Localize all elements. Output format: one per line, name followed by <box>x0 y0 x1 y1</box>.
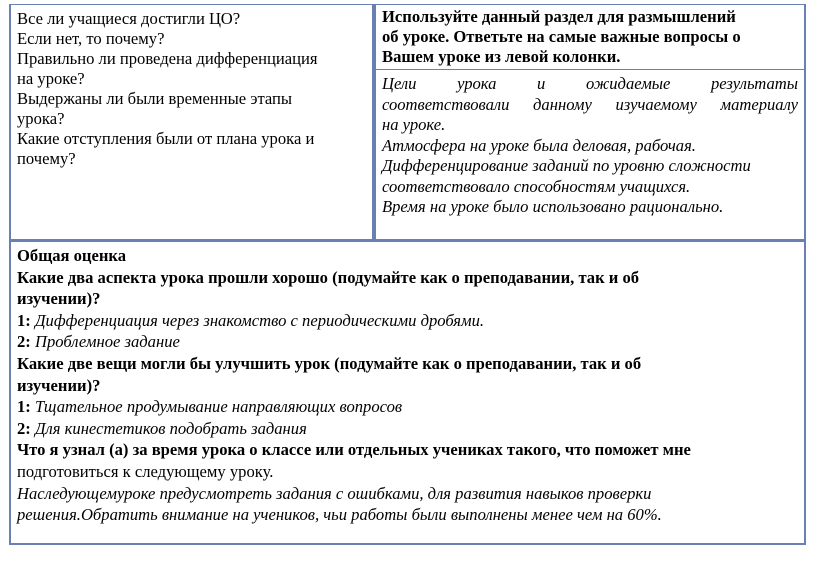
answer-1-1 <box>17 310 799 332</box>
right-header-divider <box>374 69 804 70</box>
answer-text: Дифференциация через знакомство с периодическими дробями. <box>34 310 485 330</box>
answer-3-line: Наследующемуроке предусмотреть задания с ошибками, для развития навыков проверки <box>17 483 652 503</box>
right-header <box>382 7 798 67</box>
answer-1-2 <box>17 331 799 353</box>
question-1-line: Какие два аспекта урока прошли хорошо (подумайте как о преподавании, так и об <box>17 267 640 287</box>
question-line: Если нет, то почему? <box>17 29 165 48</box>
answer-line: соответствовали данному изучаемому материалу <box>382 94 798 114</box>
row-divider <box>9 239 806 242</box>
question-3-bold: Что я узнал (а) за время урока о классе или отдельных учениках такого, что поможет мне <box>17 440 691 460</box>
header-line: Используйте данный раздел для размышлений <box>382 7 736 26</box>
question-line: на уроке? <box>17 69 85 88</box>
answer-text: Тщательное продумывание направляющих вопросов <box>34 397 403 417</box>
answer-number: 2: <box>17 418 31 438</box>
question-line: почему? <box>17 149 76 168</box>
answer-text: Для кинестетиков подобрать задания <box>34 418 307 438</box>
question-3-normal: подготовиться к следующему уроку. <box>17 461 274 481</box>
answer-text: Проблемное задание <box>34 332 180 352</box>
answer-line: Дифференцирование заданий по уровню сложности <box>382 156 751 175</box>
question-line: урока? <box>17 109 65 128</box>
summary-section <box>17 245 799 526</box>
reflection-table <box>9 4 806 544</box>
question-2-line: Какие две вещи могли бы улучшить урок (подумайте как о преподавании, так и об <box>17 353 642 373</box>
border-left <box>9 4 11 545</box>
answer-number: 1: <box>17 310 31 330</box>
column-divider <box>372 4 376 240</box>
answer-line: Время на уроке было использовано рационально. <box>382 197 724 216</box>
question-line: Выдержаны ли были временные этапы <box>17 89 293 108</box>
question-line: Все ли учащиеся достигли ЦО? <box>17 9 241 28</box>
answer-number: 1: <box>17 397 31 417</box>
question-line: Какие отступления были от плана урока и <box>17 129 315 148</box>
answer-line: соответствовало способностям учащихся. <box>382 176 691 196</box>
border-top <box>9 4 806 5</box>
question-1-line: изучении)? <box>17 289 101 309</box>
answer-line: Цели урока и ожидаемые результаты <box>382 74 798 93</box>
answer-line: на уроке. <box>382 115 446 134</box>
answer-2-1 <box>17 396 799 418</box>
answer-2-2 <box>17 418 799 440</box>
answer-line: Атмосфера на уроке была деловая, рабочая. <box>382 135 696 155</box>
summary-title: Общая оценка <box>17 246 127 265</box>
question-2-line: изучении)? <box>17 375 101 395</box>
border-bottom <box>9 543 806 545</box>
header-line: об уроке. Ответьте на самые важные вопросы о <box>382 27 741 46</box>
left-questions <box>17 9 369 169</box>
question-line: Правильно ли проведена дифференциация <box>17 49 318 68</box>
right-answers <box>382 74 798 218</box>
border-right <box>804 4 806 545</box>
answer-3-line: решения.Обратить внимание на учеников, чьи работы были выполнены менее чем на 60%. <box>17 505 662 525</box>
header-line: Вашем уроке из левой колонки. <box>382 47 621 66</box>
answer-number: 2: <box>17 332 31 352</box>
